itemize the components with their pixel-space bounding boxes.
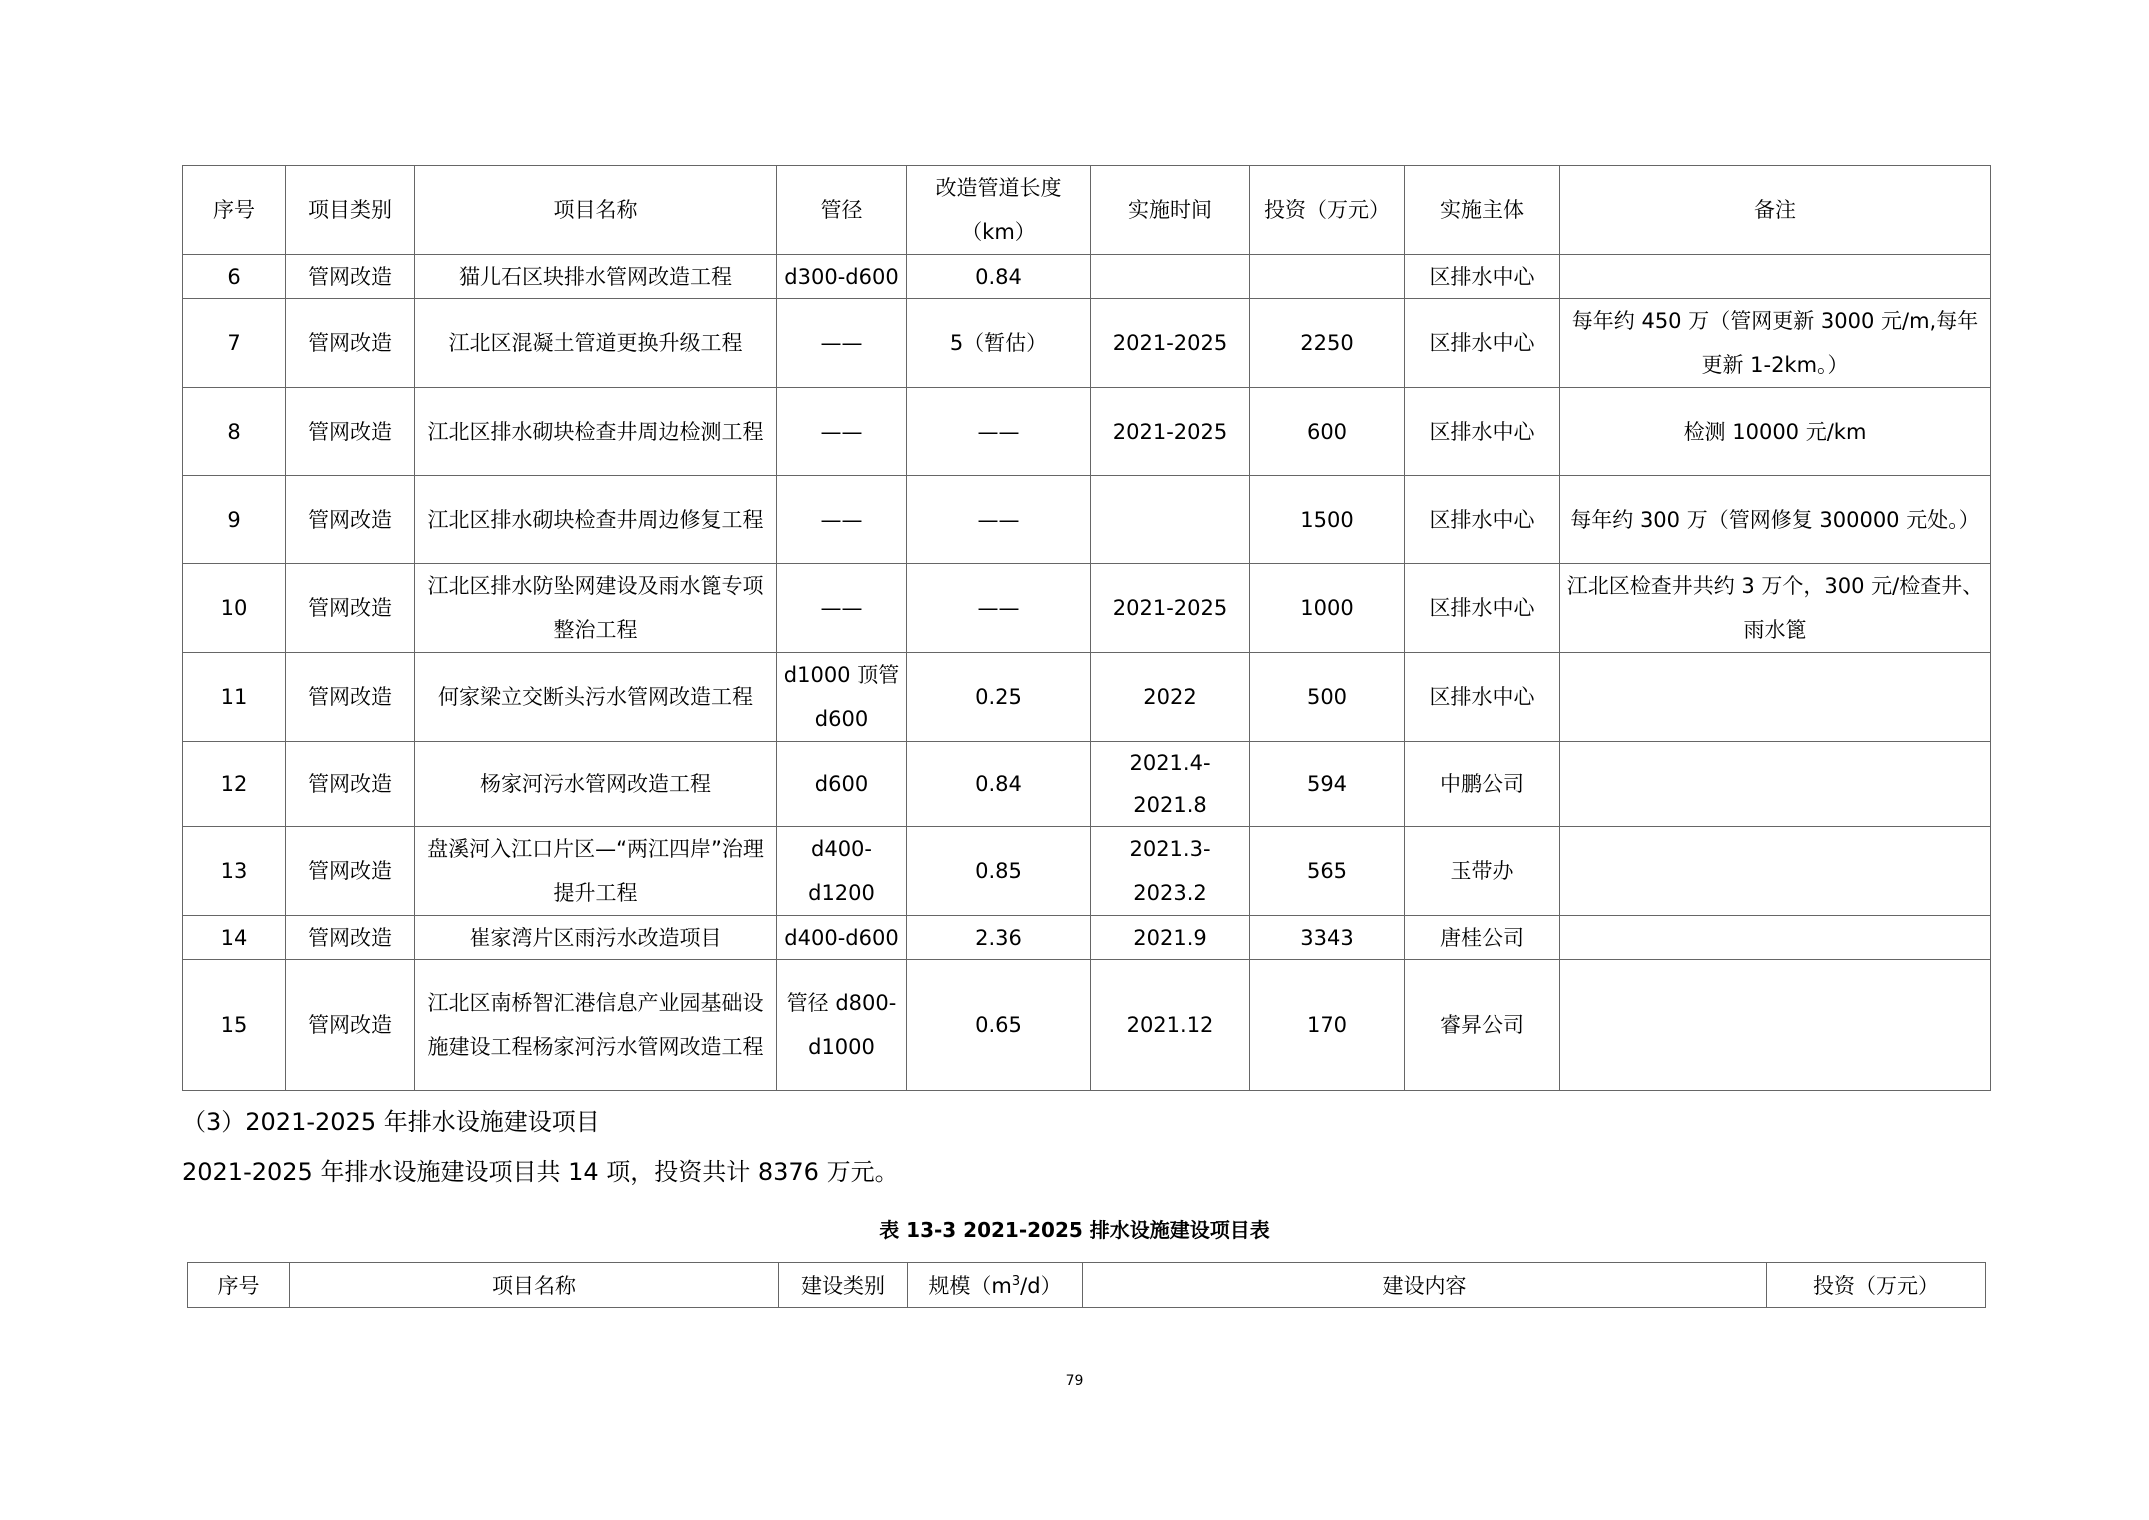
cell-cat: 管网改造 (286, 299, 415, 388)
cell-name: 何家梁立交断头污水管网改造工程 (415, 653, 777, 742)
cell-cat: 管网改造 (286, 255, 415, 299)
cell-cat: 管网改造 (286, 476, 415, 564)
cell-cat: 管网改造 (286, 653, 415, 742)
cell-inv: 2250 (1250, 299, 1405, 388)
cell-name: 猫儿石区块排水管网改造工程 (415, 255, 777, 299)
section-heading: （3）2021-2025 年排水设施建设项目 (182, 1108, 600, 1136)
cell-dia: d600 (777, 742, 907, 827)
cell-name: 江北区混凝土管道更换升级工程 (415, 299, 777, 388)
cell-note (1560, 742, 1991, 827)
cell-len: —— (907, 476, 1091, 564)
cell-inv: 600 (1250, 388, 1405, 476)
header-cell (908, 1263, 1083, 1308)
header-cell: 建设类别 (779, 1263, 908, 1308)
section-text: 2021-2025 年排水设施建设项目共 14 项，投资共计 8376 万元。 (182, 1158, 899, 1186)
cell-org: 区排水中心 (1405, 476, 1560, 564)
cell-note (1560, 827, 1991, 916)
header-cell: 实施主体 (1405, 166, 1560, 255)
cell-note (1560, 255, 1991, 299)
cell-dia: —— (777, 388, 907, 476)
header-cell: 建设内容 (1083, 1263, 1767, 1308)
cell-cat: 管网改造 (286, 742, 415, 827)
table-row (183, 916, 1991, 960)
cell-cat: 管网改造 (286, 960, 415, 1091)
cell-len: —— (907, 388, 1091, 476)
cell-no: 14 (183, 916, 286, 960)
cell-cat: 管网改造 (286, 388, 415, 476)
table-row (183, 299, 1991, 388)
table-row (183, 653, 1991, 742)
cell-inv: 500 (1250, 653, 1405, 742)
cell-name: 江北区排水砌块检查井周边修复工程 (415, 476, 777, 564)
cell-inv: 1000 (1250, 564, 1405, 653)
table-row (183, 255, 1991, 299)
table-row (183, 388, 1991, 476)
cell-no: 12 (183, 742, 286, 827)
table-row (183, 827, 1991, 916)
cell-no: 13 (183, 827, 286, 916)
scale-label-end: /d） (1020, 1274, 1062, 1298)
cell-time: 2021.4-2021.8 (1091, 742, 1250, 827)
header-cell: 项目名称 (290, 1263, 779, 1308)
cell-no: 15 (183, 960, 286, 1091)
cell-cat: 管网改造 (286, 564, 415, 653)
cell-time: 2021-2025 (1091, 299, 1250, 388)
scale-label: 规模（m (928, 1274, 1012, 1298)
cell-inv: 594 (1250, 742, 1405, 827)
cell-dia: —— (777, 299, 907, 388)
cell-no: 10 (183, 564, 286, 653)
pipe-network-table (182, 165, 1991, 1091)
cell-no: 7 (183, 299, 286, 388)
cell-org: 区排水中心 (1405, 299, 1560, 388)
cell-time: 2021-2025 (1091, 564, 1250, 653)
cell-no: 8 (183, 388, 286, 476)
cell-time (1091, 255, 1250, 299)
header-cell: 改造管道长度（km） (907, 166, 1091, 255)
header-cell: 项目类别 (286, 166, 415, 255)
header-cell: 序号 (188, 1263, 290, 1308)
cell-name: 江北区排水砌块检查井周边检测工程 (415, 388, 777, 476)
cell-len: 0.65 (907, 960, 1091, 1091)
cell-name: 江北区南桥智汇港信息产业园基础设施建设工程杨家河污水管网改造工程 (415, 960, 777, 1091)
cell-no: 6 (183, 255, 286, 299)
cell-note: 每年约 450 万（管网更新 3000 元/m,每年更新 1-2km。） (1560, 299, 1991, 388)
cell-time: 2022 (1091, 653, 1250, 742)
cell-note: 江北区检查井共约 3 万个，300 元/检查井、雨水篦 (1560, 564, 1991, 653)
cell-org: 睿昇公司 (1405, 960, 1560, 1091)
table-row (183, 564, 1991, 653)
cell-name: 崔家湾片区雨污水改造项目 (415, 916, 777, 960)
cell-name: 江北区排水防坠网建设及雨水篦专项整治工程 (415, 564, 777, 653)
cell-cat: 管网改造 (286, 916, 415, 960)
cell-org: 玉带办 (1405, 827, 1560, 916)
cell-inv: 1500 (1250, 476, 1405, 564)
cell-note: 每年约 300 万（管网修复 300000 元处。） (1560, 476, 1991, 564)
cell-len: 2.36 (907, 916, 1091, 960)
facility-table-header (187, 1262, 1986, 1308)
cell-time: 2021.9 (1091, 916, 1250, 960)
cell-note: 检测 10000 元/km (1560, 388, 1991, 476)
page-number: 79 (1065, 1373, 1084, 1389)
cell-dia: d300-d600 (777, 255, 907, 299)
cell-len: —— (907, 564, 1091, 653)
cell-inv: 565 (1250, 827, 1405, 916)
cell-no: 9 (183, 476, 286, 564)
table-header-row (188, 1263, 1986, 1308)
cell-org: 中鹏公司 (1405, 742, 1560, 827)
cell-note (1560, 653, 1991, 742)
cell-name: 盘溪河入江口片区—“两江四岸”治理提升工程 (415, 827, 777, 916)
cell-note (1560, 916, 1991, 960)
cell-inv: 170 (1250, 960, 1405, 1091)
cell-time (1091, 476, 1250, 564)
cell-time: 2021-2025 (1091, 388, 1250, 476)
cell-cat: 管网改造 (286, 827, 415, 916)
cell-inv (1250, 255, 1405, 299)
cell-dia: —— (777, 476, 907, 564)
cell-dia: 管径 d800-d1000 (777, 960, 907, 1091)
cell-len: 0.85 (907, 827, 1091, 916)
cell-dia: d400-d600 (777, 916, 907, 960)
cell-time: 2021.12 (1091, 960, 1250, 1091)
cell-org: 区排水中心 (1405, 653, 1560, 742)
table-header-row (183, 166, 1991, 255)
header-cell: 管径 (777, 166, 907, 255)
header-cell: 投资（万元） (1767, 1263, 1986, 1308)
cell-len: 0.84 (907, 742, 1091, 827)
cell-len: 0.25 (907, 653, 1091, 742)
table-row (183, 476, 1991, 564)
cell-org: 唐桂公司 (1405, 916, 1560, 960)
header-cell: 序号 (183, 166, 286, 255)
cell-dia: —— (777, 564, 907, 653)
cell-org: 区排水中心 (1405, 255, 1560, 299)
cell-len: 5（暂估） (907, 299, 1091, 388)
header-cell: 备注 (1560, 166, 1991, 255)
cell-dia: d400-d1200 (777, 827, 907, 916)
cell-no: 11 (183, 653, 286, 742)
table-caption: 表 13-3 2021-2025 排水设施建设项目表 (879, 1218, 1270, 1242)
cell-dia: d1000 顶管 d600 (777, 653, 907, 742)
cell-time: 2021.3-2023.2 (1091, 827, 1250, 916)
scale-unit-superscript: 3 (1011, 1274, 1021, 1289)
header-cell: 项目名称 (415, 166, 777, 255)
cell-org: 区排水中心 (1405, 564, 1560, 653)
cell-inv: 3343 (1250, 916, 1405, 960)
header-cell: 投资（万元） (1250, 166, 1405, 255)
table-row (183, 960, 1991, 1091)
table-row (183, 742, 1991, 827)
header-cell: 实施时间 (1091, 166, 1250, 255)
cell-note (1560, 960, 1991, 1091)
cell-name: 杨家河污水管网改造工程 (415, 742, 777, 827)
cell-org: 区排水中心 (1405, 388, 1560, 476)
cell-len: 0.84 (907, 255, 1091, 299)
